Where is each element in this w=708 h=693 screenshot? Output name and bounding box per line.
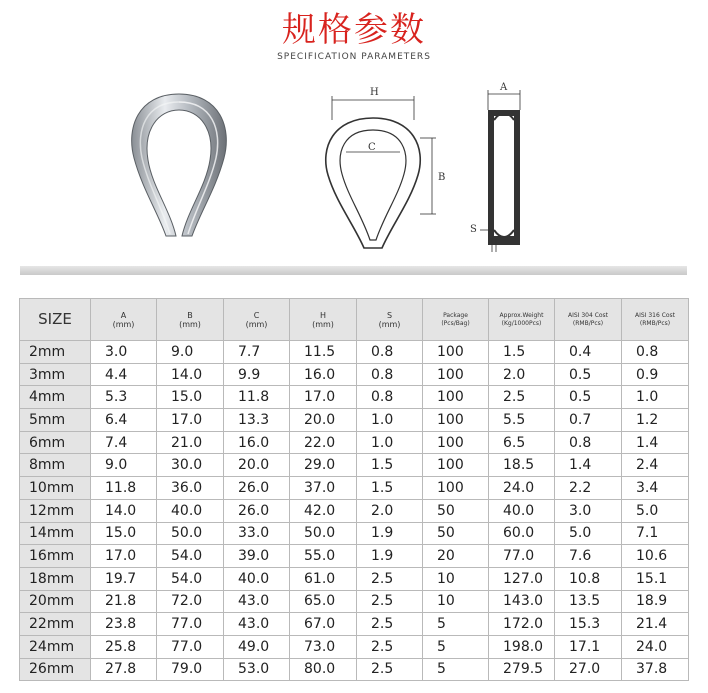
cell-aisi304-cost: 13.5 (555, 590, 622, 613)
cell-aisi316-cost: 3.4 (622, 477, 689, 500)
cell-aisi316-cost: 1.4 (622, 431, 689, 454)
cell-size: 26mm (20, 658, 91, 681)
label-a: A (500, 82, 508, 93)
cell-a: 7.4 (91, 431, 157, 454)
cell-a: 27.8 (91, 658, 157, 681)
cell-c: 43.0 (224, 613, 290, 636)
cell-s: 1.5 (357, 477, 423, 500)
cell-size: 6mm (20, 431, 91, 454)
cell-aisi316-cost: 1.0 (622, 386, 689, 409)
cell-s: 0.8 (357, 386, 423, 409)
cell-a: 25.8 (91, 635, 157, 658)
cell-size: 18mm (20, 567, 91, 590)
cell-weight: 40.0 (489, 499, 555, 522)
cell-aisi316-cost: 37.8 (622, 658, 689, 681)
table-row (20, 386, 689, 409)
cell-aisi316-cost: 10.6 (622, 545, 689, 568)
cell-a: 21.8 (91, 590, 157, 613)
label-h: H (370, 87, 379, 98)
cell-package: 100 (423, 363, 489, 386)
cell-a: 6.4 (91, 409, 157, 432)
cell-h: 22.0 (290, 431, 357, 454)
cell-c: 20.0 (224, 454, 290, 477)
cell-h: 37.0 (290, 477, 357, 500)
cell-s: 2.5 (357, 567, 423, 590)
cell-h: 73.0 (290, 635, 357, 658)
cell-weight: 60.0 (489, 522, 555, 545)
cell-c: 33.0 (224, 522, 290, 545)
table-row (20, 635, 689, 658)
table-row (20, 499, 689, 522)
cell-b: 40.0 (157, 499, 224, 522)
cell-weight: 77.0 (489, 545, 555, 568)
cell-b: 9.0 (157, 341, 224, 364)
cell-size: 22mm (20, 613, 91, 636)
cell-package: 5 (423, 635, 489, 658)
cell-s: 2.5 (357, 590, 423, 613)
cell-c: 16.0 (224, 431, 290, 454)
cell-b: 50.0 (157, 522, 224, 545)
cell-package: 5 (423, 613, 489, 636)
cell-c: 26.0 (224, 499, 290, 522)
cell-a: 23.8 (91, 613, 157, 636)
cell-b: 36.0 (157, 477, 224, 500)
cell-aisi316-cost: 15.1 (622, 567, 689, 590)
cell-h: 11.5 (290, 341, 357, 364)
cell-package: 10 (423, 590, 489, 613)
header-package: Package (Pcs/Bag) (423, 299, 489, 341)
cell-b: 72.0 (157, 590, 224, 613)
cell-weight: 2.0 (489, 363, 555, 386)
cell-size: 12mm (20, 499, 91, 522)
cell-aisi316-cost: 5.0 (622, 499, 689, 522)
table-row (20, 431, 689, 454)
cell-package: 10 (423, 567, 489, 590)
table-row (20, 522, 689, 545)
cell-package: 5 (423, 658, 489, 681)
cell-aisi316-cost: 18.9 (622, 590, 689, 613)
cell-a: 5.3 (91, 386, 157, 409)
cell-c: 53.0 (224, 658, 290, 681)
table-row (20, 363, 689, 386)
cell-weight: 24.0 (489, 477, 555, 500)
cell-size: 16mm (20, 545, 91, 568)
cell-h: 80.0 (290, 658, 357, 681)
cell-package: 100 (423, 454, 489, 477)
cell-h: 50.0 (290, 522, 357, 545)
table-row (20, 613, 689, 636)
cell-aisi304-cost: 7.6 (555, 545, 622, 568)
cell-size: 3mm (20, 363, 91, 386)
cell-aisi304-cost: 17.1 (555, 635, 622, 658)
cell-aisi304-cost: 0.4 (555, 341, 622, 364)
cell-h: 20.0 (290, 409, 357, 432)
cell-s: 1.0 (357, 431, 423, 454)
header-aisi304-cost: AISI 304 Cost (RMB/Pcs) (555, 299, 622, 341)
cell-weight: 143.0 (489, 590, 555, 613)
cell-aisi304-cost: 0.7 (555, 409, 622, 432)
cell-aisi304-cost: 27.0 (555, 658, 622, 681)
cell-weight: 172.0 (489, 613, 555, 636)
cell-package: 100 (423, 409, 489, 432)
cell-a: 4.4 (91, 363, 157, 386)
cell-a: 3.0 (91, 341, 157, 364)
cell-c: 49.0 (224, 635, 290, 658)
header-c: C (mm) (224, 299, 290, 341)
cell-size: 4mm (20, 386, 91, 409)
cell-size: 2mm (20, 341, 91, 364)
cell-aisi304-cost: 1.4 (555, 454, 622, 477)
cell-b: 77.0 (157, 613, 224, 636)
cell-aisi316-cost: 0.9 (622, 363, 689, 386)
cell-weight: 198.0 (489, 635, 555, 658)
cell-h: 61.0 (290, 567, 357, 590)
cell-b: 21.0 (157, 431, 224, 454)
label-b: B (438, 172, 446, 183)
table-row (20, 341, 689, 364)
header-a: A (mm) (91, 299, 157, 341)
cell-s: 0.8 (357, 341, 423, 364)
cell-h: 29.0 (290, 454, 357, 477)
cell-h: 17.0 (290, 386, 357, 409)
cell-c: 43.0 (224, 590, 290, 613)
cell-b: 79.0 (157, 658, 224, 681)
cell-h: 65.0 (290, 590, 357, 613)
cell-c: 39.0 (224, 545, 290, 568)
cell-b: 14.0 (157, 363, 224, 386)
thimble-side-diagram (458, 80, 538, 255)
cell-s: 2.5 (357, 635, 423, 658)
cell-size: 10mm (20, 477, 91, 500)
cell-s: 1.5 (357, 454, 423, 477)
page-title: 规格参数 (282, 10, 426, 50)
table-row (20, 658, 689, 681)
cell-aisi304-cost: 5.0 (555, 522, 622, 545)
cell-aisi304-cost: 0.5 (555, 363, 622, 386)
header-size: SIZE (20, 299, 91, 341)
cell-aisi316-cost: 24.0 (622, 635, 689, 658)
cell-b: 30.0 (157, 454, 224, 477)
table-row (20, 477, 689, 500)
table-row (20, 454, 689, 477)
header-b: B (mm) (157, 299, 224, 341)
cell-s: 0.8 (357, 363, 423, 386)
page-subtitle: SPECIFICATION PARAMETERS (277, 52, 431, 62)
cell-s: 2.5 (357, 658, 423, 681)
cell-a: 11.8 (91, 477, 157, 500)
cell-aisi316-cost: 7.1 (622, 522, 689, 545)
cell-s: 2.5 (357, 613, 423, 636)
cell-package: 50 (423, 499, 489, 522)
table-row (20, 409, 689, 432)
cell-weight: 18.5 (489, 454, 555, 477)
cell-aisi316-cost: 0.8 (622, 341, 689, 364)
table-header-row (20, 299, 689, 341)
cell-c: 11.8 (224, 386, 290, 409)
label-s: S (470, 224, 477, 235)
cell-package: 100 (423, 431, 489, 454)
cell-size: 8mm (20, 454, 91, 477)
cell-package: 100 (423, 386, 489, 409)
cell-aisi304-cost: 3.0 (555, 499, 622, 522)
cell-aisi316-cost: 21.4 (622, 613, 689, 636)
cell-s: 1.9 (357, 545, 423, 568)
cell-b: 15.0 (157, 386, 224, 409)
cell-s: 1.0 (357, 409, 423, 432)
cell-c: 13.3 (224, 409, 290, 432)
cell-h: 42.0 (290, 499, 357, 522)
cell-weight: 279.5 (489, 658, 555, 681)
cell-a: 9.0 (91, 454, 157, 477)
header-aisi316-cost: AISI 316 Cost (RMB/Pcs) (622, 299, 689, 341)
cell-weight: 2.5 (489, 386, 555, 409)
cell-s: 1.9 (357, 522, 423, 545)
cell-size: 14mm (20, 522, 91, 545)
cell-aisi304-cost: 0.8 (555, 431, 622, 454)
cell-b: 17.0 (157, 409, 224, 432)
table-row (20, 590, 689, 613)
table-row (20, 545, 689, 568)
cell-weight: 1.5 (489, 341, 555, 364)
cell-b: 54.0 (157, 545, 224, 568)
header-h: H (mm) (290, 299, 357, 341)
cell-c: 7.7 (224, 341, 290, 364)
cell-package: 20 (423, 545, 489, 568)
header-weight: Approx.Weight (Kg/1000Pcs) (489, 299, 555, 341)
cell-aisi304-cost: 10.8 (555, 567, 622, 590)
table-body (20, 341, 689, 681)
cell-aisi304-cost: 0.5 (555, 386, 622, 409)
cell-weight: 127.0 (489, 567, 555, 590)
specification-table (19, 298, 689, 681)
cell-aisi304-cost: 15.3 (555, 613, 622, 636)
cell-h: 16.0 (290, 363, 357, 386)
cell-h: 67.0 (290, 613, 357, 636)
section-divider (20, 266, 687, 275)
cell-aisi304-cost: 2.2 (555, 477, 622, 500)
cell-a: 19.7 (91, 567, 157, 590)
cell-aisi316-cost: 2.4 (622, 454, 689, 477)
cell-aisi316-cost: 1.2 (622, 409, 689, 432)
cell-h: 55.0 (290, 545, 357, 568)
table-row (20, 567, 689, 590)
cell-c: 9.9 (224, 363, 290, 386)
cell-a: 14.0 (91, 499, 157, 522)
cell-c: 40.0 (224, 567, 290, 590)
cell-weight: 6.5 (489, 431, 555, 454)
cell-c: 26.0 (224, 477, 290, 500)
cell-b: 77.0 (157, 635, 224, 658)
label-c: C (368, 142, 376, 153)
cell-size: 20mm (20, 590, 91, 613)
cell-a: 17.0 (91, 545, 157, 568)
cell-package: 100 (423, 477, 489, 500)
cell-size: 24mm (20, 635, 91, 658)
cell-s: 2.0 (357, 499, 423, 522)
header-s: S (mm) (357, 299, 423, 341)
cell-b: 54.0 (157, 567, 224, 590)
cell-weight: 5.5 (489, 409, 555, 432)
cell-package: 50 (423, 522, 489, 545)
cell-package: 100 (423, 341, 489, 364)
thimble-photo (120, 88, 238, 243)
cell-a: 15.0 (91, 522, 157, 545)
cell-size: 5mm (20, 409, 91, 432)
